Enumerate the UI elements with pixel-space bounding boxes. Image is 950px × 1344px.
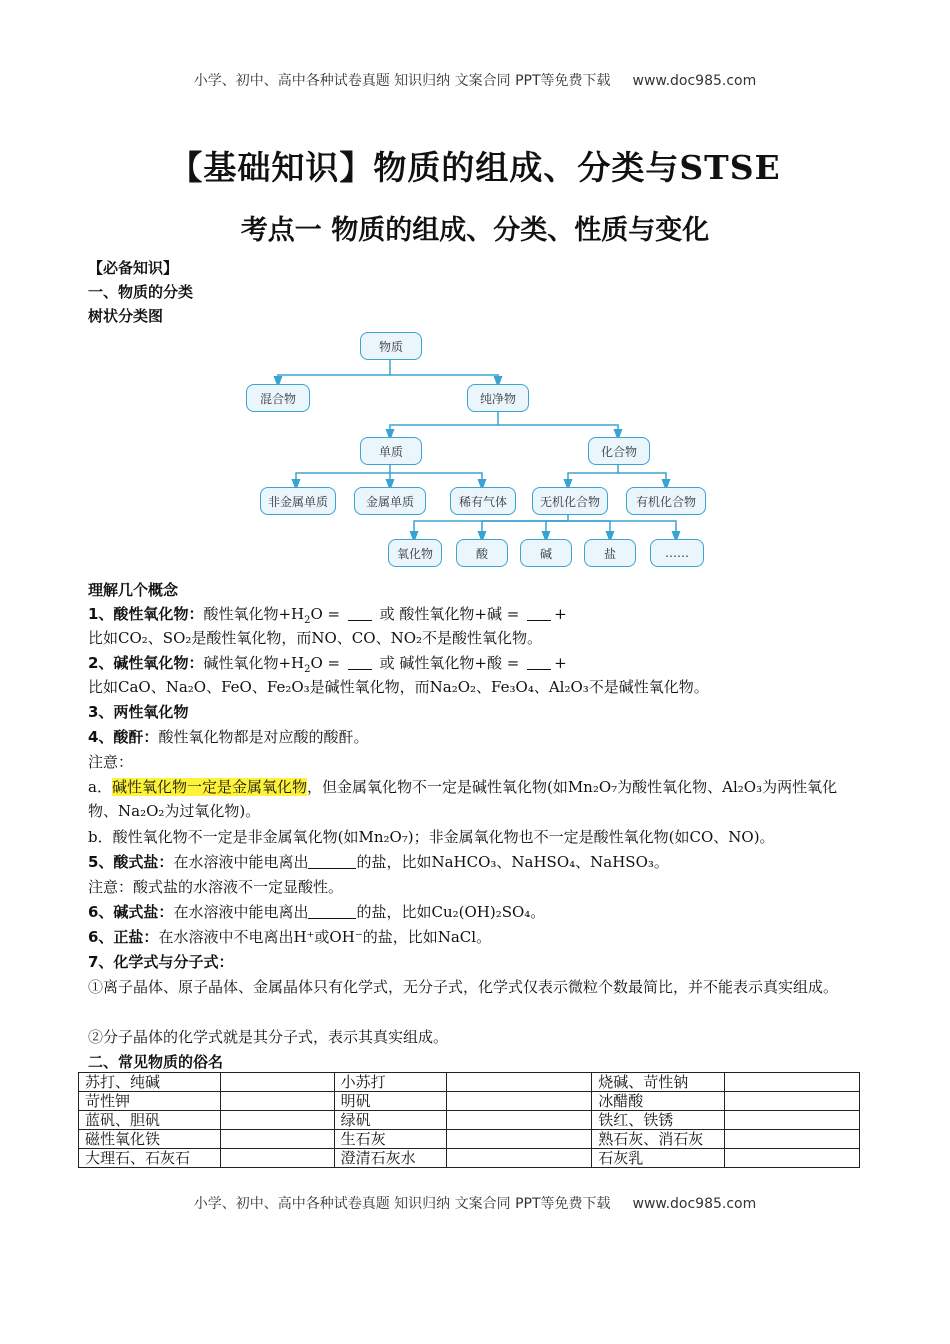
node-acid: 酸 <box>456 539 508 567</box>
node-substance: 物质 <box>360 332 422 360</box>
answer-blank[interactable] <box>348 606 372 621</box>
answer-cell[interactable] <box>725 1149 860 1168</box>
node-mixture: 混合物 <box>246 384 310 412</box>
answer-blank[interactable] <box>527 655 551 670</box>
answer-cell[interactable] <box>446 1092 592 1111</box>
node-oxide: 氧化物 <box>388 539 442 567</box>
answer-cell[interactable] <box>446 1073 592 1092</box>
concepts-heading: 理解几个概念 <box>88 581 179 599</box>
answer-blank[interactable] <box>308 854 356 869</box>
answer-blank[interactable] <box>527 606 551 621</box>
concept-1-label: 1、酸性氧化物： <box>88 605 204 623</box>
table-row <box>79 1073 860 1092</box>
answer-blank[interactable] <box>308 904 356 919</box>
name-cell: 蓝矾、胆矾 <box>79 1111 221 1130</box>
concept-1-example: 比如CO₂、SO₂是酸性氧化物，而NO、CO、NO₂不是酸性氧化物。 <box>88 629 543 647</box>
name-cell: 熟石灰、消石灰 <box>592 1130 725 1149</box>
node-noble-gas: 稀有气体 <box>450 487 516 515</box>
page-footer <box>0 1193 950 1213</box>
name-cell: 烧碱、苛性钠 <box>592 1073 725 1092</box>
tree-heading: 树状分类图 <box>88 307 164 325</box>
footer-text: 小学、初中、高中各种试卷真题 知识归纳 文案合同 PPT等免费下载 <box>193 1196 611 1212</box>
concept-5: 5、酸式盐：在水溶液中能电离出 的盐，比如NaHCO₃、NaHSO₄、NaHSO₃。 <box>88 853 669 871</box>
concept-7-point-2: ②分子晶体的化学式就是其分子式，表示其真实组成。 <box>88 1028 449 1046</box>
table-row <box>79 1092 860 1111</box>
concept-7-point-1: ①离子晶体、原子晶体、金属晶体只有化学式，无分子式，化学式仅表示微粒个数最简比，并不能表示真实组成。 <box>88 978 839 996</box>
answer-cell[interactable] <box>725 1073 860 1092</box>
concept-1: 1、酸性氧化物：酸性氧化物$+H_2O$ = 或 酸性氧化物+碱 = + <box>88 605 567 626</box>
node-salt: 盐 <box>584 539 636 567</box>
footer-url[interactable]: www.doc985.com <box>632 1196 757 1212</box>
node-element: 单质 <box>360 437 422 465</box>
answer-cell[interactable] <box>725 1092 860 1111</box>
concept-3: 3、两性氧化物 <box>88 703 189 721</box>
answer-cell[interactable] <box>220 1149 334 1168</box>
node-inorganic: 无机化合物 <box>532 487 608 515</box>
concept-7: 7、化学式与分子式： <box>88 953 234 971</box>
table-row <box>79 1111 860 1130</box>
note-b: b．酸性氧化物不一定是非金属氧化物(如Mn₂O₇)；非金属氧化物也不一定是酸性氧化物(如CO、NO)。 <box>88 828 775 846</box>
concept-4: 4、酸酐：酸性氧化物都是对应酸的酸酐。 <box>88 728 369 746</box>
name-cell: 冰醋酸 <box>592 1092 725 1111</box>
name-cell: 苏打、纯碱 <box>79 1073 221 1092</box>
note-label: 注意： <box>88 753 134 771</box>
concept-6b: 6、正盐：在水溶液中不电离出H⁺或OH⁻的盐，比如NaCl。 <box>88 928 492 946</box>
header-text: 小学、初中、高中各种试卷真题 知识归纳 文案合同 PPT等免费下载 <box>193 73 611 89</box>
table-row <box>79 1130 860 1149</box>
answer-cell[interactable] <box>446 1149 592 1168</box>
node-base: 碱 <box>520 539 572 567</box>
name-cell: 生石灰 <box>334 1130 446 1149</box>
page-subtitle: 考点一 物质的组成、分类、性质与变化 <box>240 215 710 246</box>
common-names-table <box>78 1072 860 1168</box>
section-label: 【必备知识】 <box>88 259 179 277</box>
node-nonmetal: 非金属单质 <box>260 487 336 515</box>
page-title: 【基础知识】物质的组成、分类与STSE <box>169 148 781 187</box>
answer-cell[interactable] <box>446 1130 592 1149</box>
answer-cell[interactable] <box>725 1130 860 1149</box>
answer-cell[interactable] <box>725 1111 860 1130</box>
name-cell: 小苏打 <box>334 1073 446 1092</box>
header-url[interactable]: www.doc985.com <box>632 73 757 89</box>
node-pure: 纯净物 <box>467 384 529 412</box>
concept-2-example: 比如CaO、Na₂O、FeO、Fe₂O₃是碱性氧化物，而Na₂O₂、Fe₃O₄、Al₂O₃不是碱性氧化物。 <box>88 678 709 696</box>
note-a: a．碱性氧化物一定是金属氧化物，但金属氧化物不一定是碱性氧化物(如Mn₂O₇为酸性氧化物、Al₂O₃为两性氧化物、Na₂O₂为过氧化物)。 <box>88 778 838 820</box>
concept-2: 2、碱性氧化物：碱性氧化物$+H_2O$ = 或 碱性氧化物+酸 = + <box>88 654 567 675</box>
page-header <box>0 70 950 90</box>
answer-cell[interactable] <box>220 1130 334 1149</box>
name-cell: 石灰乳 <box>592 1149 725 1168</box>
concept-6: 6、碱式盐：在水溶液中能电离出 的盐，比如Cu₂(OH)₂SO₄。 <box>88 903 546 921</box>
answer-cell[interactable] <box>220 1092 334 1111</box>
note-2: 注意：酸式盐的水溶液不一定显酸性。 <box>88 878 344 896</box>
node-etc: …… <box>650 539 704 567</box>
answer-cell[interactable] <box>220 1111 334 1130</box>
name-cell: 大理石、石灰石 <box>79 1149 221 1168</box>
answer-cell[interactable] <box>220 1073 334 1092</box>
table-row <box>79 1149 860 1168</box>
name-cell: 绿矾 <box>334 1111 446 1130</box>
name-cell: 磁性氧化铁 <box>79 1130 221 1149</box>
highlighted-text: 碱性氧化物一定是金属氧化物 <box>111 778 307 796</box>
node-compound: 化合物 <box>588 437 650 465</box>
concept-2-label: 2、碱性氧化物： <box>88 654 204 672</box>
section-1-heading: 一、物质的分类 <box>88 283 194 301</box>
name-cell: 苛性钾 <box>79 1092 221 1111</box>
node-metal: 金属单质 <box>354 487 426 515</box>
section-2-heading: 二、常见物质的俗名 <box>88 1053 224 1071</box>
name-cell: 澄清石灰水 <box>334 1149 446 1168</box>
name-cell: 铁红、铁锈 <box>592 1111 725 1130</box>
name-cell: 明矾 <box>334 1092 446 1111</box>
answer-cell[interactable] <box>446 1111 592 1130</box>
classification-tree <box>220 325 706 575</box>
node-organic: 有机化合物 <box>626 487 706 515</box>
answer-blank[interactable] <box>348 655 372 670</box>
